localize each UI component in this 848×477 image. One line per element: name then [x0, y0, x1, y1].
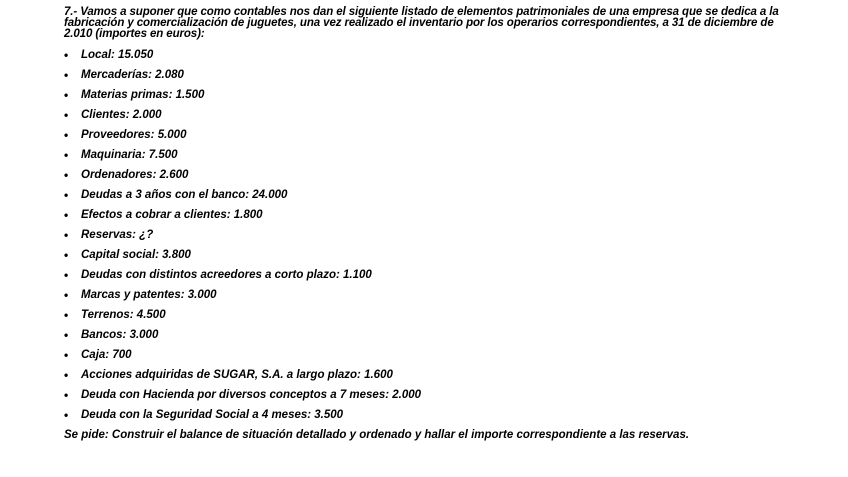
exercise-document	[64, 7, 784, 445]
bullet-icon: •	[64, 168, 69, 182]
list-item	[64, 385, 784, 405]
list-item-text: Proveedores: 5.000	[81, 129, 187, 141]
bullet-icon: •	[64, 268, 69, 282]
list-item-text: Deuda con la Seguridad Social a 4 meses: 3.500	[81, 409, 344, 421]
bullet-icon: •	[64, 108, 69, 122]
bullet-icon: •	[64, 228, 69, 242]
list-item-text: Materias primas: 1.500	[81, 89, 205, 101]
exercise-intro: 7.- Vamos a suponer que como contables nos dan el siguiente listado de elementos patrimoniales de una empresa que se dedica a la fabricación y comercialización de juguetes, una vez realizado el inventario por los operarios correspondientes, a 31 de diciembre de 2.010 (importes en euros):	[64, 6, 779, 40]
list-item-text: Ordenadores: 2.600	[81, 169, 189, 181]
bullet-icon: •	[64, 368, 69, 382]
list-item	[64, 65, 784, 85]
bullet-icon: •	[64, 128, 69, 142]
list-item	[64, 145, 784, 165]
list-item	[64, 305, 784, 325]
list-item	[64, 165, 784, 185]
bullet-icon: •	[64, 288, 69, 302]
list-item	[64, 285, 784, 305]
list-item	[64, 245, 784, 265]
list-item-text: Reservas: ¿?	[81, 229, 154, 241]
bullet-icon: •	[64, 308, 69, 322]
list-item	[64, 405, 784, 425]
list-item-text: Capital social: 3.800	[81, 249, 191, 261]
list-item	[64, 325, 784, 345]
list-item-text: Acciones adquiridas de SUGAR, S.A. a largo plazo: 1.600	[81, 369, 393, 381]
list-item-text: Mercaderías: 2.080	[81, 69, 184, 81]
bullet-icon: •	[64, 148, 69, 162]
list-item-text: Marcas y patentes: 3.000	[81, 289, 217, 301]
bullet-icon: •	[64, 248, 69, 262]
list-item	[64, 365, 784, 385]
list-item-text: Deudas a 3 años con el banco: 24.000	[81, 189, 288, 201]
bullet-icon: •	[64, 88, 69, 102]
list-item-text: Terrenos: 4.500	[81, 309, 166, 321]
bullet-icon: •	[64, 208, 69, 222]
bullet-icon: •	[64, 328, 69, 342]
bullet-icon: •	[64, 408, 69, 422]
list-item	[64, 45, 784, 65]
list-item	[64, 205, 784, 225]
list-item-text: Maquinaria: 7.500	[81, 149, 178, 161]
list-item-text: Deudas con distintos acreedores a corto plazo: 1.100	[81, 269, 372, 281]
list-item-text: Clientes: 2.000	[81, 109, 162, 121]
list-item	[64, 85, 784, 105]
list-item	[64, 105, 784, 125]
list-item-text: Deuda con Hacienda por diversos conceptos a 7 meses: 2.000	[81, 389, 422, 401]
bullet-icon: •	[64, 188, 69, 202]
list-item-text: Efectos a cobrar a clientes: 1.800	[81, 209, 263, 221]
list-item	[64, 225, 784, 245]
list-item	[64, 185, 784, 205]
bullet-icon: •	[64, 348, 69, 362]
list-item-text: Caja: 700	[81, 349, 132, 361]
bullet-icon: •	[64, 388, 69, 402]
list-item	[64, 345, 784, 365]
list-item-text: Bancos: 3.000	[81, 329, 159, 341]
bullet-icon: •	[64, 48, 69, 62]
list-item	[64, 265, 784, 285]
exercise-question: Se pide: Construir el balance de situación detallado y ordenado y hallar el importe correspondiente a las reservas.	[64, 429, 690, 441]
list-item-text: Local: 15.050	[81, 49, 154, 61]
bullet-icon: •	[64, 68, 69, 82]
list-item	[64, 125, 784, 145]
patrimonial-elements-list	[64, 45, 784, 425]
